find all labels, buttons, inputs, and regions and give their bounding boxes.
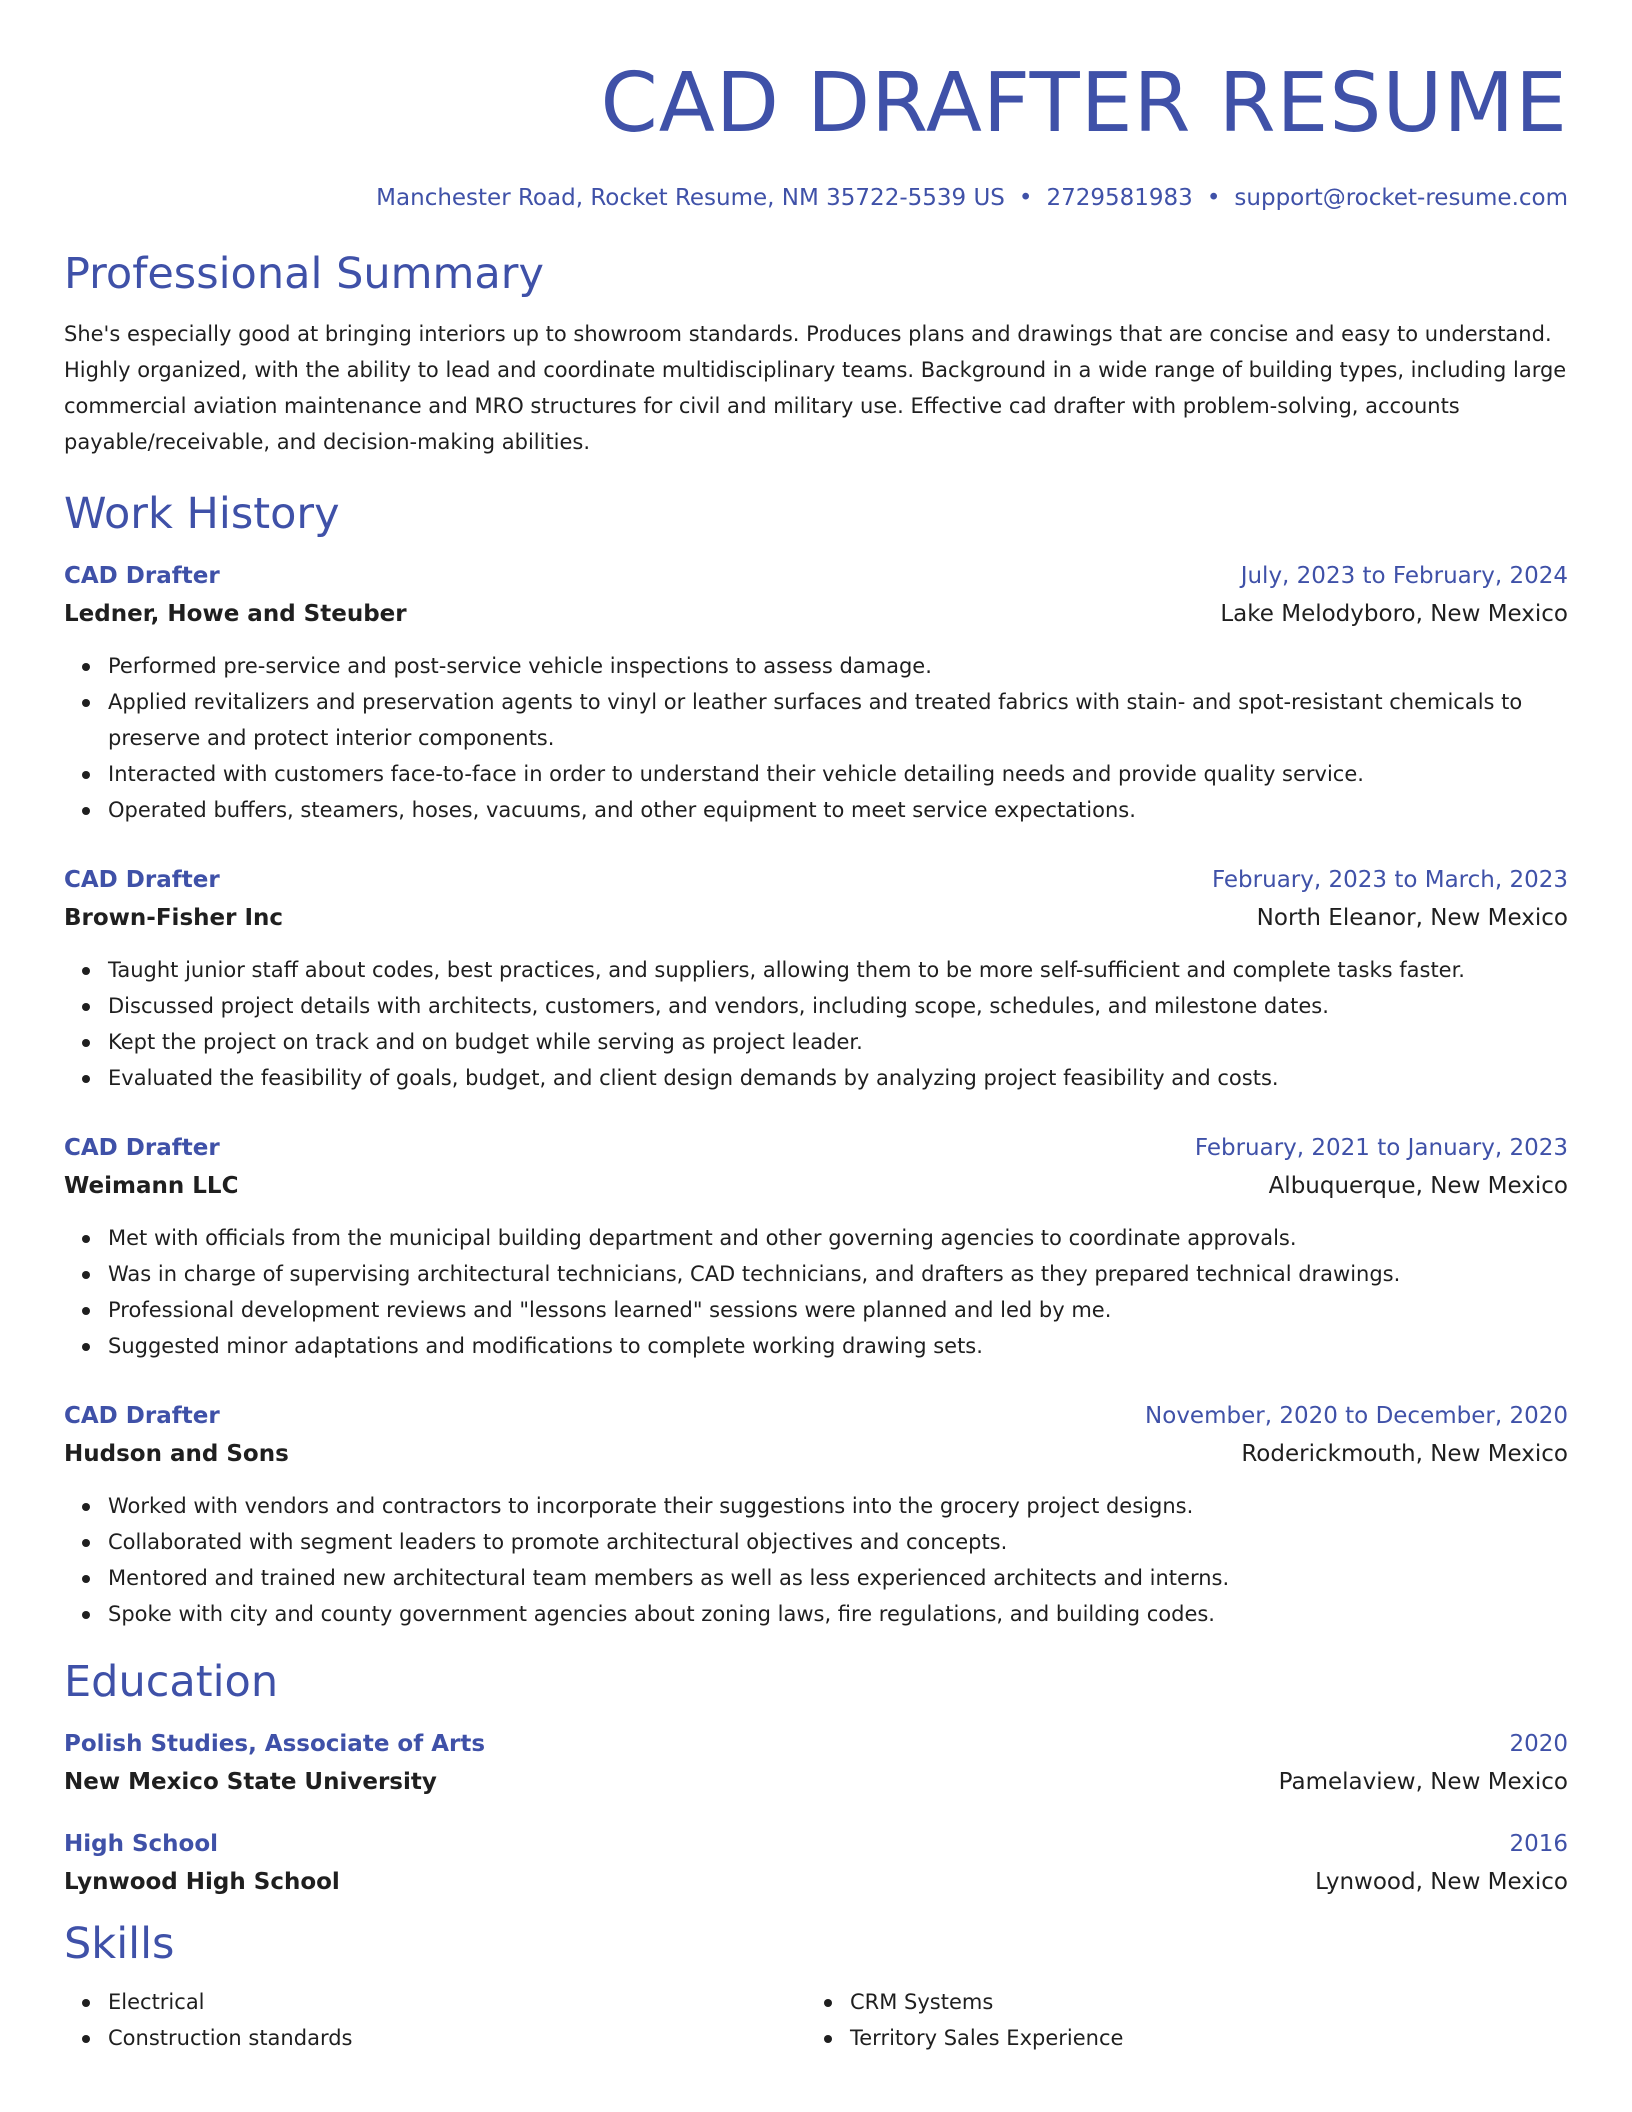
job-entry: [64, 560, 1568, 828]
skill-item: Construction standards: [108, 2020, 806, 2056]
skill-item: Territory Sales Experience: [850, 2020, 1548, 2056]
education-section: [64, 1656, 1568, 1898]
job-role: CAD Drafter: [64, 867, 220, 893]
job-company: Hudson and Sons: [64, 1441, 289, 1467]
list-item: Worked with vendors and contractors to incorporate their suggestions into the grocery project designs.: [108, 1488, 1568, 1524]
skill-item: CRM Systems: [850, 1984, 1548, 2020]
skill-item: Electrical: [108, 1984, 806, 2020]
job-company: Brown-Fisher Inc: [64, 905, 284, 931]
education-degree: Polish Studies, Associate of Arts: [64, 1731, 486, 1757]
job-location: Albuquerque, New Mexico: [1268, 1173, 1568, 1199]
job-dates: July, 2023 to February, 2024: [1240, 563, 1568, 589]
list-item: Performed pre-service and post-service vehicle inspections to assess damage.: [108, 648, 1568, 684]
job-entry: [64, 1400, 1568, 1632]
job-location: Roderickmouth, New Mexico: [1241, 1441, 1568, 1467]
list-item: Taught junior staff about codes, best practices, and suppliers, allowing them to be more self-sufficient and complete tasks faster.: [108, 952, 1568, 988]
education-entry: [64, 1828, 1568, 1898]
skills-columns: [64, 1984, 1568, 2056]
job-location: Lake Melodyboro, New Mexico: [1220, 601, 1568, 627]
contact-separator: •: [1206, 185, 1221, 211]
summary-section: [64, 248, 1568, 460]
education-year: 2020: [1509, 1731, 1568, 1757]
work-history-section: [64, 488, 1568, 1632]
contact-email: support@rocket-resume.com: [1234, 185, 1568, 211]
job-dates: November, 2020 to December, 2020: [1145, 1403, 1568, 1429]
list-item: Discussed project details with architects, customers, and vendors, including scope, schedules, and milestone dates.: [108, 988, 1568, 1024]
work-history-heading: Work History: [64, 489, 340, 539]
job-location: North Eleanor, New Mexico: [1256, 905, 1568, 931]
skills-section: [64, 1918, 1568, 2056]
job-entry: [64, 1132, 1568, 1364]
skills-right-list: [806, 1984, 1548, 2056]
list-item: Interacted with customers face-to-face in order to understand their vehicle detailing needs and provide quality service.: [108, 756, 1568, 792]
education-degree: High School: [64, 1831, 219, 1857]
contact-separator: •: [1018, 185, 1033, 211]
list-item: Mentored and trained new architectural team members as well as less experienced architects and interns.: [108, 1560, 1568, 1596]
education-heading: Education: [64, 1657, 279, 1707]
job-bullets: [64, 952, 1568, 1096]
summary-text: She's especially good at bringing interiors up to showroom standards. Produces plans and drawings that are concise and easy to understand. Highly organized, with the ability to lead and coordinate multidisciplinary teams. Background in a wide range of building types, including large commercial aviation maintenance and MRO structures for civil and military use. Effective cad drafter with problem-solving, accounts payable/receivable, and decision-making abilities.: [64, 322, 1567, 454]
list-item: Spoke with city and county government agencies about zoning laws, fire regulations, and building codes.: [108, 1596, 1568, 1632]
resume-title: CAD DRAFTER RESUME: [600, 56, 1568, 151]
list-item: Professional development reviews and "lessons learned" sessions were planned and led by me.: [108, 1292, 1568, 1328]
list-item: Applied revitalizers and preservation agents to vinyl or leather surfaces and treated fabrics with stain- and spot-resistant chemicals to preserve and protect interior components.: [108, 684, 1568, 756]
job-company: Ledner, Howe and Steuber: [64, 601, 407, 627]
list-item: Operated buffers, steamers, hoses, vacuums, and other equipment to meet service expectations.: [108, 792, 1568, 828]
list-item: Evaluated the feasibility of goals, budget, and client design demands by analyzing project feasibility and costs.: [108, 1060, 1568, 1096]
education-school: Lynwood High School: [64, 1869, 340, 1895]
list-item: Suggested minor adaptations and modifications to complete working drawing sets.: [108, 1328, 1568, 1364]
list-item: Collaborated with segment leaders to promote architectural objectives and concepts.: [108, 1524, 1568, 1560]
contact-address: Manchester Road, Rocket Resume, NM 35722-5539 US: [376, 185, 1005, 211]
list-item: Met with officials from the municipal building department and other governing agencies to coordinate approvals.: [108, 1220, 1568, 1256]
education-location: Lynwood, New Mexico: [1315, 1869, 1568, 1895]
list-item: Kept the project on track and on budget while serving as project leader.: [108, 1024, 1568, 1060]
education-school: New Mexico State University: [64, 1769, 437, 1795]
education-entry: [64, 1728, 1568, 1798]
list-item: Was in charge of supervising architectural technicians, CAD technicians, and drafters as they prepared technical drawings.: [108, 1256, 1568, 1292]
contact-line: [64, 182, 1568, 214]
job-role: CAD Drafter: [64, 1135, 220, 1161]
job-bullets: [64, 1488, 1568, 1632]
job-entry: [64, 864, 1568, 1096]
job-dates: February, 2021 to January, 2023: [1194, 1135, 1568, 1161]
contact-phone: 2729581983: [1046, 185, 1193, 211]
summary-heading: Professional Summary: [64, 249, 544, 299]
job-company: Weimann LLC: [64, 1173, 239, 1199]
resume-header: [64, 56, 1568, 214]
job-role: CAD Drafter: [64, 563, 220, 589]
education-location: Pamelaview, New Mexico: [1278, 1769, 1568, 1795]
job-role: CAD Drafter: [64, 1403, 220, 1429]
education-year: 2016: [1509, 1831, 1568, 1857]
job-bullets: [64, 648, 1568, 828]
skills-left-list: [64, 1984, 806, 2056]
skills-heading: Skills: [64, 1919, 175, 1969]
job-bullets: [64, 1220, 1568, 1364]
job-dates: February, 2023 to March, 2023: [1211, 867, 1568, 893]
